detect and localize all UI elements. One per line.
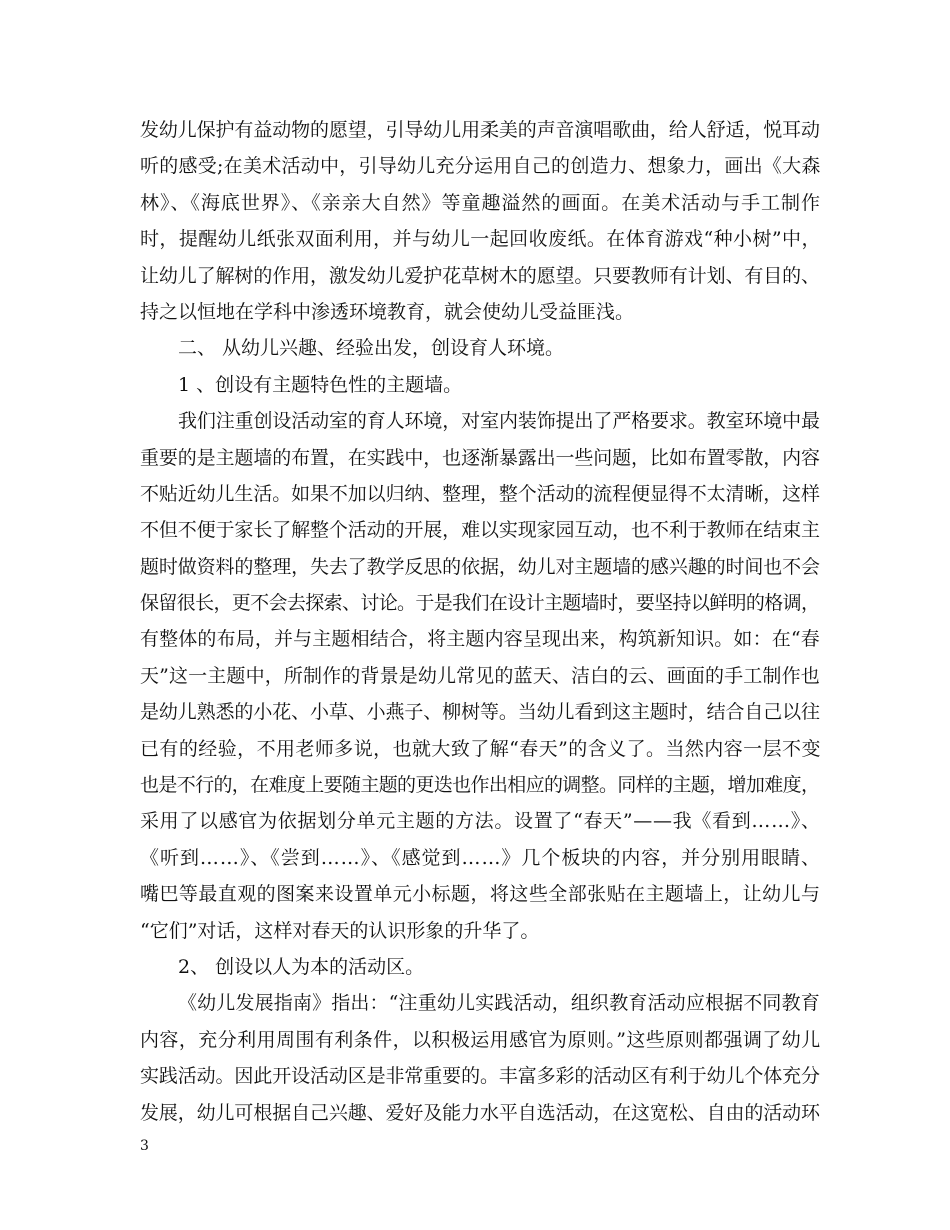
text-line: 发幼儿保护有益动物的愿望，引导幼儿用柔美的声音演唱歌曲，给人舒适，悦耳动: [140, 119, 820, 141]
text-line: 是幼儿熟悉的小花、小草、小燕子、柳树等。当幼儿看到这主题时，结合自己以往: [140, 701, 820, 724]
text-line: 题时做资料的整理，失去了教学反思的依据，幼儿对主题墙的感兴趣的时间也不会: [140, 555, 820, 578]
body-text: [140, 112, 820, 1131]
text-line: 实践活动。因此开设活动区是非常重要的。丰富多彩的活动区有利于幼儿个体充分: [140, 1065, 820, 1088]
text-line: 《幼儿发展指南》指出：“注重幼儿实践活动，组织教育活动应根据不同教育: [178, 992, 820, 1015]
text-line: 重要的是主题墙的布置，在实践中，也逐渐暴露出一些问题，比如布置零散，内容: [140, 446, 820, 469]
text-line: 天”这一主题中，所制作的背景是幼儿常见的蓝天、洁白的云、画面的手工制作也: [140, 664, 820, 687]
text-line: 林》、《海底世界》、《亲亲大自然》等童趣溢然的画面。在美术活动与手工制作: [140, 191, 821, 214]
text-line: 二、 从幼儿兴趣、经验出发，创设育人环境。: [178, 337, 565, 360]
text-line: 有整体的布局，并与主题相结合，将主题内容呈现出来，构筑新知识。如：在“春: [140, 628, 820, 651]
text-line: 2、 创设以人为本的活动区。: [178, 955, 425, 978]
text-line: 内容，充分利用周围有利条件，以积极运用感官为原则。”这些原则都强调了幼儿: [140, 1028, 821, 1051]
text-line: 《听到……》、《尝到……》、《感觉到……》几个板块的内容，并分别用眼睛、: [140, 846, 821, 869]
text-line: 我们注重创设活动室的育人环境，对室内装饰提出了严格要求。教室环境中最: [178, 410, 820, 433]
page-number: 3: [140, 1138, 149, 1154]
text-line: 时，提醒幼儿纸张双面利用，并与幼儿一起回收废纸。在体育游戏“种小树”中，: [140, 228, 821, 251]
text-line: 采用了以感官为依据划分单元主题的方法。设置了“春天”——我《看到……》、: [140, 810, 821, 833]
text-line: 不但不便于家长了解整个活动的开展，难以实现家园互动，也不利于教师在结束主: [140, 519, 820, 542]
text-line: 嘴巴等最直观的图案来设置单元小标题，将这些全部张贴在主题墙上，让幼儿与: [140, 883, 821, 906]
text-line: 已有的经验，不用老师多说，也就大致了解“春天”的含义了。当然内容一层不变: [140, 737, 821, 760]
text-line: 不贴近幼儿生活。如果不加以归纳、整理，整个活动的流程便显得不太清晰，这样: [140, 482, 820, 505]
text-line: 保留很长，更不会去探索、讨论。于是我们在设计主题墙时，要坚持以鲜明的格调，: [140, 592, 820, 615]
text-line: 让幼儿了解树的作用，激发幼儿爱护花草树木的愿望。只要教师有计划、有目的、: [140, 264, 820, 287]
text-line: 1 、创设有主题特色性的主题墙。: [178, 373, 463, 396]
text-line: 持之以恒地在学科中渗透环境教育，就会使幼儿受益匪浅。: [140, 300, 635, 323]
text-line: 也是不行的，在难度上要随主题的更迭也作出相应的调整。同样的主题，增加难度，: [140, 774, 820, 797]
text-line: “它们”对话，这样对春天的认识形象的升华了。: [140, 919, 540, 942]
text-line: 发展，幼儿可根据自己兴趣、爱好及能力水平自选活动，在这宽松、自由的活动环: [140, 1101, 820, 1124]
text-line: 听的感受;在美术活动中，引导幼儿充分运用自己的创造力、想象力，画出《大森: [140, 155, 821, 178]
